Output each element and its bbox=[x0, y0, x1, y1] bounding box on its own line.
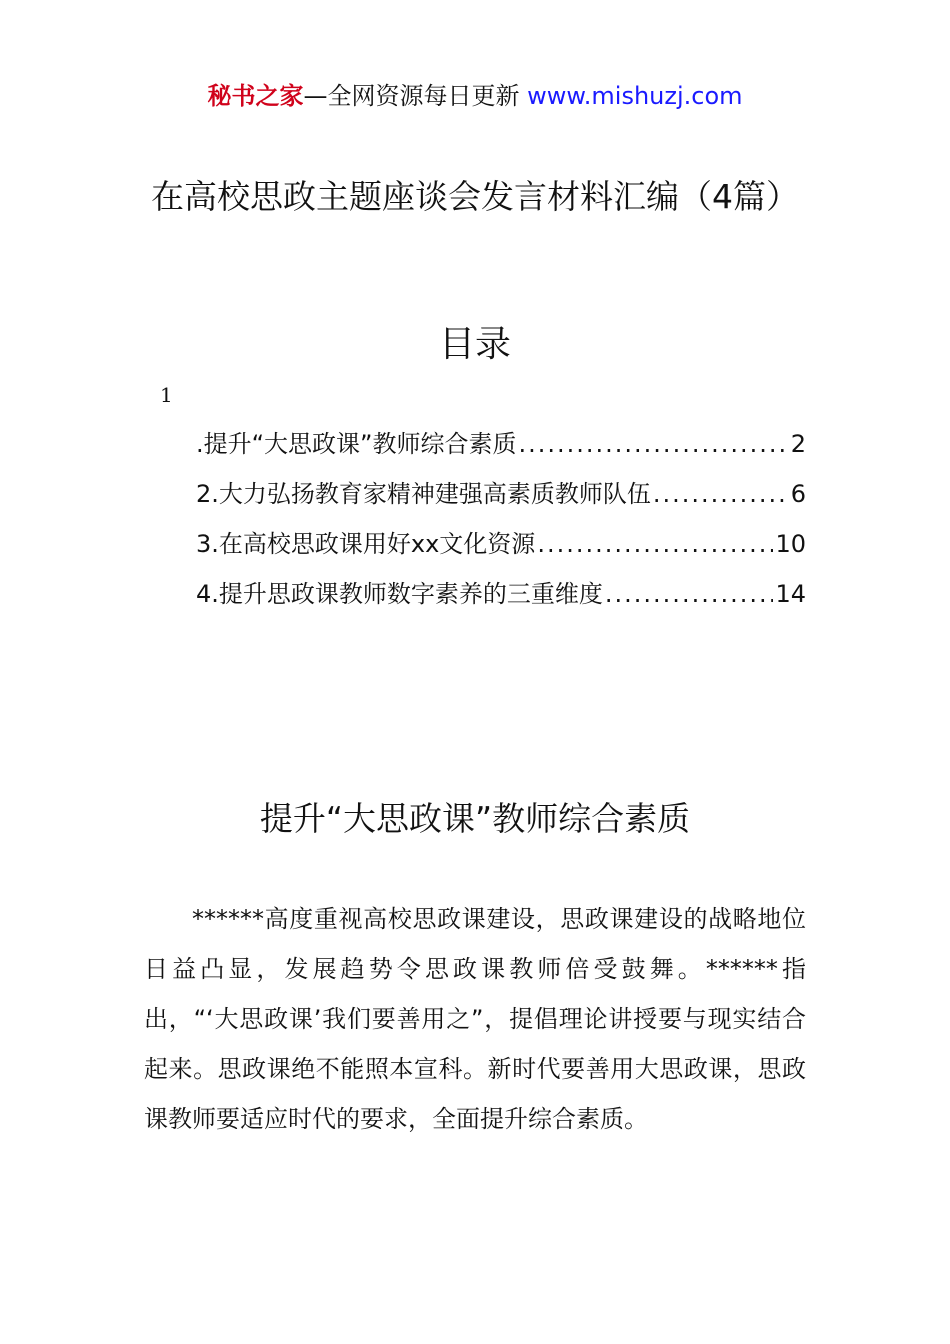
toc-item[interactable] bbox=[196, 574, 806, 624]
toc-dot-leader bbox=[519, 424, 789, 464]
toc-item-page: 2 bbox=[790, 430, 806, 458]
toc-item-page: 14 bbox=[775, 580, 806, 608]
toc-dot-leader bbox=[537, 524, 773, 564]
toc-list-marker: 1 bbox=[160, 383, 173, 407]
toc-item-page: 6 bbox=[790, 480, 806, 508]
toc-item[interactable] bbox=[196, 524, 806, 574]
toc-item[interactable] bbox=[196, 474, 806, 524]
brand-name: 秘书之家 bbox=[207, 82, 304, 110]
site-url-link[interactable]: www.mishuzj.com bbox=[527, 82, 743, 110]
toc-dot-leader bbox=[653, 474, 789, 514]
toc-heading: 目录 bbox=[438, 324, 511, 365]
toc-item-label: 2.大力弘扬教育家精神建强高素质教师队伍 bbox=[196, 480, 651, 508]
toc-item-label: 4.提升思政课教师数字素养的三重维度 bbox=[196, 580, 603, 608]
site-header-banner bbox=[0, 80, 950, 112]
section-title: 提升“大思政课”教师综合素质 bbox=[259, 799, 691, 838]
table-of-contents bbox=[196, 424, 806, 624]
document-title: 在高校思政主题座谈会发言材料汇编（4篇） bbox=[151, 177, 799, 216]
body-paragraph: ******高度重视高校思政课建设，思政课建设的战略地位日益凸显，发展趋势令思政课教师倍受鼓舞。******指出，“‘大思政课’我们要善用之”，提倡理论讲授要与现实结合起来。思政课绝不能照本宣科。新时代要善用大思政课，思政课教师要适应时代的要求，全面提升综合素质。 bbox=[144, 905, 806, 1133]
toc-item-label: 3.在高校思政课用好xx文化资源 bbox=[196, 530, 536, 558]
header-tagline: —全网资源每日更新 bbox=[303, 82, 528, 110]
toc-item-page: 10 bbox=[775, 530, 806, 558]
toc-item-label: .提升“大思政课”教师综合素质 bbox=[196, 430, 517, 458]
toc-dot-leader bbox=[605, 574, 774, 614]
toc-item[interactable] bbox=[196, 424, 806, 474]
